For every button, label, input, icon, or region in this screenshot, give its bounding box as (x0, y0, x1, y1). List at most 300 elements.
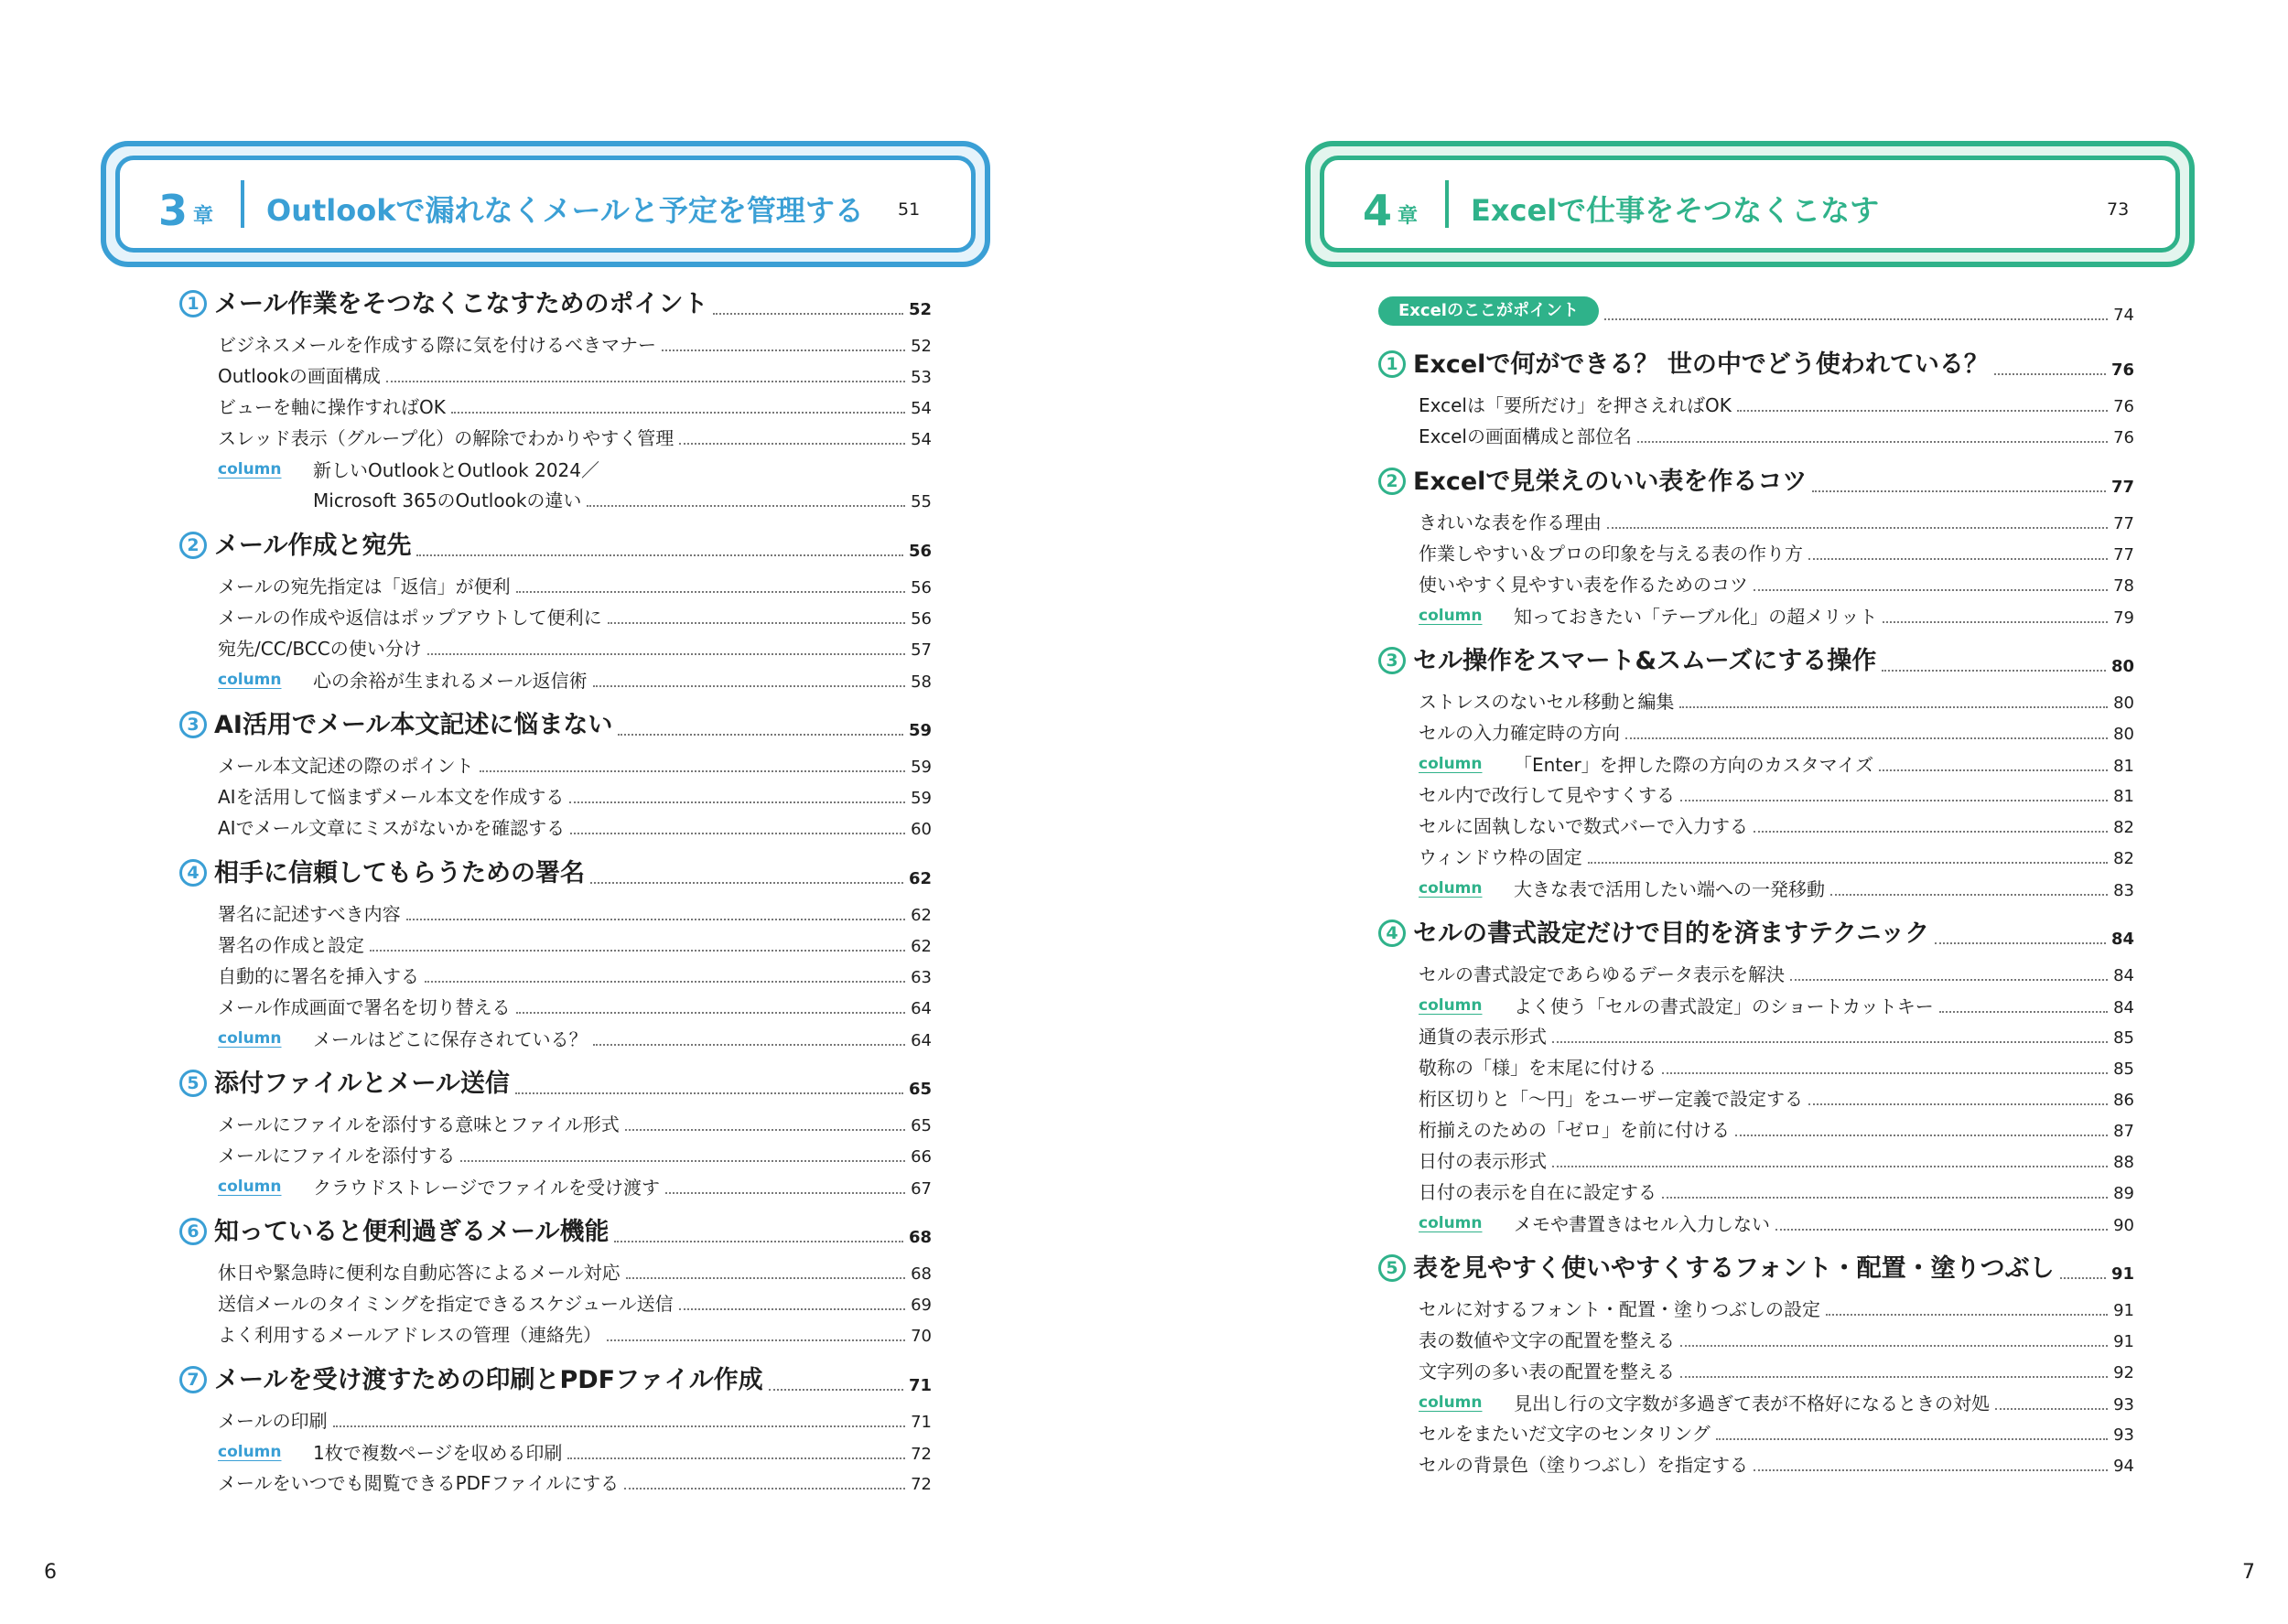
toc-text: ビューを軸に操作すればOK (218, 396, 446, 418)
toc-text: メールにファイルを添付する意味とファイル形式 (218, 1113, 620, 1135)
column-tag: column (1419, 607, 1483, 625)
toc-page-number: 55 (911, 492, 932, 511)
leader-dots (1995, 1408, 2108, 1410)
toc-item-row[interactable] (218, 933, 932, 957)
toc-text: セルの入力確定時の方向 (1419, 722, 1620, 744)
toc-text: メモや書置きはセル入力しない (1514, 1213, 1770, 1235)
toc-label (1419, 425, 1632, 448)
toc-item-row[interactable] (1419, 1328, 2134, 1352)
toc-label (218, 1409, 328, 1433)
toc-text: 署名の作成と設定 (218, 934, 364, 956)
toc-item-row[interactable] (1419, 1422, 2134, 1446)
toc-label (1419, 994, 1934, 1018)
toc-text: Excelで何ができる？ 世の中でどう使われている？ (1413, 350, 1989, 379)
toc-item-row[interactable] (218, 1144, 932, 1167)
toc-label (218, 1471, 619, 1495)
section-number-circle: 4 (179, 859, 207, 887)
toc-page-number: 62 (908, 869, 932, 888)
toc-item-row[interactable] (1419, 721, 2134, 745)
toc-item-row[interactable] (218, 364, 932, 388)
chapter-4-header (1305, 141, 2195, 267)
toc-item-row[interactable] (1419, 1025, 2134, 1049)
toc-text: 休日や緊急時に便利な自動応答によるメール対応 (218, 1262, 621, 1284)
toc-page-number: 74 (2113, 306, 2134, 325)
leader-dots (427, 653, 905, 655)
toc-label (218, 426, 674, 450)
page-folio-right: 7 (2242, 1561, 2255, 1584)
toc-column-row[interactable] (1419, 1391, 2134, 1415)
toc-page-number: 88 (2113, 1153, 2134, 1172)
toc-column-row[interactable] (218, 668, 932, 693)
leader-dots (1607, 527, 2108, 529)
toc-item-row[interactable] (1419, 690, 2134, 714)
toc-item-row[interactable] (1419, 1118, 2134, 1142)
toc-page-number: 84 (2113, 966, 2134, 985)
toc-section-row[interactable] (179, 1217, 932, 1248)
toc-page-number: 72 (911, 1475, 932, 1494)
column-tag: column (218, 1178, 282, 1196)
leader-dots (769, 1389, 903, 1391)
toc-label (218, 606, 602, 629)
toc-text: 自動的に署名を挿入する (218, 965, 419, 987)
leader-dots (662, 350, 905, 351)
leader-dots (370, 950, 905, 952)
toc-label (1419, 963, 1785, 986)
toc-text: 新しいOutlookとOutlook 2024／ (313, 459, 599, 481)
leader-dots (1679, 706, 2108, 708)
toc-text: 通貨の表示形式 (1419, 1026, 1547, 1048)
toc-page-number: 85 (2113, 1059, 2134, 1079)
section-number-circle: 2 (179, 532, 207, 559)
column-tag: column (1419, 996, 1483, 1015)
toc-column-row[interactable] (1419, 604, 2134, 629)
toc-page-number: 62 (911, 937, 932, 956)
toc-item-row[interactable] (1419, 845, 2134, 869)
toc-page-number: 62 (911, 906, 932, 925)
leader-dots (1754, 1469, 2108, 1471)
toc-item-row[interactable] (218, 333, 932, 357)
toc-page-number: 80 (2110, 657, 2134, 676)
leader-dots (515, 1092, 903, 1094)
toc-item-row[interactable] (218, 606, 932, 629)
toc-page-number: 56 (911, 578, 932, 597)
toc-label (218, 1261, 621, 1285)
toc-label (1419, 721, 1620, 745)
toc-item-row[interactable] (1419, 1056, 2134, 1080)
toc-text: 使いやすく見やすい表を作るためのコツ (1419, 574, 1748, 596)
toc-text: 署名に記述すべき内容 (218, 903, 401, 925)
toc-item-row[interactable] (218, 995, 932, 1019)
column-tag: column (1419, 879, 1483, 898)
toc-text: 敬称の「様」を末尾に付ける (1419, 1057, 1657, 1079)
toc-page-number: 81 (2113, 757, 2134, 776)
toc-text: 添付ファイルとメール送信 (214, 1070, 510, 1098)
toc-item-row[interactable] (1419, 963, 2134, 986)
toc-page-number: 82 (2113, 849, 2134, 868)
toc-page-number: 79 (2113, 608, 2134, 628)
leader-dots (1552, 1041, 2108, 1043)
leader-dots (451, 412, 905, 414)
toc-label (1419, 604, 1877, 629)
toc-text: メールの印刷 (218, 1410, 328, 1432)
toc-page-number: 60 (911, 820, 932, 839)
toc-item-row[interactable] (313, 489, 932, 512)
toc-item-row[interactable] (218, 754, 932, 778)
toc-page-number: 54 (911, 399, 932, 418)
leader-dots (1754, 831, 2108, 833)
leader-dots (679, 443, 905, 445)
toc-page-number: 83 (2113, 881, 2134, 900)
toc-text: よく使う「セルの書式設定」のショートカットキー (1514, 995, 1934, 1017)
toc-page-number: 63 (911, 968, 932, 987)
toc-page-number: 65 (908, 1080, 932, 1099)
chapter-separator (1445, 180, 1449, 228)
toc-text: Microsoft 365のOutlookの違い (313, 489, 582, 511)
toc-label (218, 1144, 455, 1167)
toc-label (179, 531, 411, 562)
toc-page-number: 82 (2113, 818, 2134, 837)
leader-dots (516, 1012, 905, 1014)
leader-dots (1882, 670, 2106, 672)
right-page (1144, 0, 2288, 1624)
leader-dots (1808, 558, 2108, 560)
toc-page-number: 80 (2113, 725, 2134, 744)
column-tag: column (218, 671, 282, 689)
toc-label (179, 858, 585, 889)
toc-label (1419, 877, 1825, 901)
toc-page-number: 91 (2110, 1264, 2134, 1284)
leader-dots (386, 381, 905, 382)
toc-page-number: 59 (911, 758, 932, 777)
toc-text: 日付の表示を自在に設定する (1419, 1181, 1657, 1203)
leader-dots (713, 313, 902, 315)
toc-item-row[interactable] (1419, 573, 2134, 597)
leader-dots (460, 1160, 905, 1162)
toc-item-row[interactable] (218, 785, 932, 809)
toc-section-row[interactable] (1378, 646, 2134, 677)
toc-text: メール本文記述の際のポイント (218, 755, 474, 777)
toc-text: メールはどこに保存されている？ (313, 1028, 588, 1050)
toc-label (218, 902, 401, 926)
leader-dots (570, 833, 905, 834)
toc-label (218, 1292, 674, 1316)
section-number-circle: 1 (179, 290, 207, 317)
toc-label (1419, 1453, 1748, 1477)
leader-dots (1680, 1345, 2108, 1347)
leader-dots (1812, 490, 2106, 492)
chapter-4-header-inner (1320, 156, 2180, 253)
toc-page-number: 68 (908, 1228, 932, 1247)
toc-page-number: 65 (911, 1116, 932, 1135)
toc-text: メール作成画面で署名を切り替える (218, 996, 511, 1018)
leader-dots (590, 882, 903, 884)
section-number-circle: 3 (179, 711, 207, 738)
toc-label (1419, 752, 1873, 777)
toc-label (1419, 1056, 1657, 1080)
toc-text: メールの作成や返信はポップアウトして便利に (218, 607, 602, 629)
chapter-separator (241, 180, 244, 228)
toc-section-row[interactable] (179, 1365, 932, 1396)
toc-label (218, 395, 446, 419)
leader-dots (625, 1129, 905, 1131)
toc-column-row[interactable] (218, 1175, 932, 1199)
toc-text: AIを活用して悩まずメール本文を作成する (218, 786, 565, 808)
chapter-page-number: 51 (898, 199, 921, 220)
toc-page-number: 87 (2113, 1122, 2134, 1141)
toc-label (218, 457, 599, 482)
leader-dots (1830, 894, 2108, 896)
toc-label (1419, 1391, 1990, 1415)
chapter-title: Excelで仕事をそつなくこなす (1471, 193, 1880, 228)
toc-text: 表の数値や文字の配置を整える (1419, 1329, 1675, 1351)
toc-label (1419, 814, 1748, 838)
toc-text: 日付の表示形式 (1419, 1150, 1547, 1172)
toc-text: AIでメール文章にミスがないかを確認する (218, 817, 566, 839)
toc-item-row[interactable] (218, 964, 932, 988)
toc-label (179, 710, 612, 741)
section-number-circle: 7 (179, 1366, 207, 1393)
toc-label (218, 333, 656, 357)
toc-label (1378, 467, 1807, 498)
toc-page-number: 85 (2113, 1028, 2134, 1048)
toc-point-row[interactable] (1378, 296, 2134, 326)
toc-label (1419, 393, 1732, 417)
toc-column-row[interactable] (1419, 877, 2134, 901)
leader-dots (333, 1425, 905, 1427)
toc-page-number: 56 (908, 542, 932, 561)
leader-dots (1883, 621, 2108, 623)
leader-dots (614, 1241, 902, 1242)
leader-dots (1826, 1314, 2108, 1316)
toc-item-row[interactable] (1419, 1087, 2134, 1111)
toc-item-row[interactable] (1419, 511, 2134, 534)
toc-label (218, 785, 564, 809)
toc-page-number: 54 (911, 430, 932, 449)
toc-text: 知っておきたい「テーブル化」の超メリット (1514, 606, 1878, 628)
section-number-circle: 4 (1378, 920, 1406, 947)
toc-column-row[interactable] (1419, 752, 2134, 777)
toc-page-number: 94 (2113, 1457, 2134, 1476)
leader-dots (624, 1488, 905, 1490)
leader-dots (1662, 1197, 2108, 1199)
leader-dots (679, 1308, 905, 1310)
toc-label (218, 816, 565, 840)
toc-label (218, 668, 588, 693)
toc-column-row[interactable] (218, 457, 932, 482)
toc-page-number: 71 (908, 1376, 932, 1395)
toc-text: ビジネスメールを作成する際に気を付けるべきマナー (218, 334, 656, 356)
toc-section-row[interactable] (179, 1069, 932, 1100)
toc-item-row[interactable] (218, 1261, 932, 1285)
toc-text: メールをいつでも閲覧できるPDFファイルにする (218, 1472, 620, 1494)
toc-label (1419, 1087, 1803, 1111)
toc-section-row[interactable] (1378, 467, 2134, 498)
toc-label (1419, 1328, 1675, 1352)
toc-item-row[interactable] (218, 426, 932, 450)
toc-page-number: 76 (2110, 360, 2134, 380)
leader-dots (569, 801, 905, 803)
toc-page-number: 57 (911, 640, 932, 660)
chapter-label: 章 (193, 205, 214, 228)
toc-page-number: 91 (2113, 1332, 2134, 1351)
toc-text: メールの宛先指定は「返信」が便利 (218, 575, 511, 597)
toc-page-number: 76 (2113, 428, 2134, 447)
toc-section-row[interactable] (179, 710, 932, 741)
toc-page-number: 70 (911, 1327, 932, 1346)
toc-item-row[interactable] (218, 575, 932, 598)
leader-dots (607, 1339, 905, 1341)
toc-text: 心の余裕が生まれるメール返信術 (313, 670, 588, 692)
toc-item-row[interactable] (218, 1113, 932, 1136)
leader-dots (516, 591, 905, 593)
toc-page-number: 64 (911, 1031, 932, 1050)
toc-page-number: 71 (911, 1413, 932, 1432)
toc-item-row[interactable] (218, 902, 932, 926)
toc-label (179, 1217, 609, 1248)
toc-label (1378, 919, 1929, 950)
toc-text: セルの書式設定だけで目的を済ますテクニック (1413, 920, 1930, 948)
column-tag: column (218, 1443, 282, 1461)
toc-section-row[interactable] (179, 289, 932, 320)
chapter-title: Outlookで漏れなくメールと予定を管理する (266, 193, 864, 228)
toc-item-row[interactable] (1419, 1360, 2134, 1383)
toc-label (1378, 296, 1599, 326)
toc-label (218, 933, 364, 957)
toc-text: セルに固執しないで数式バーで入力する (1419, 815, 1748, 837)
leader-dots (665, 1192, 905, 1194)
toc-label (218, 1113, 620, 1136)
toc-item-row[interactable] (1419, 814, 2134, 838)
toc-page-number: 80 (2113, 694, 2134, 713)
leader-dots (1662, 1072, 2108, 1074)
toc-page-number: 81 (2113, 787, 2134, 806)
leader-dots (587, 505, 905, 507)
chapter-number-value: 3 (158, 186, 189, 235)
toc-page-number: 69 (911, 1296, 932, 1315)
chapter-number (1363, 188, 1418, 240)
toc-text: ウィンドウ枠の固定 (1419, 846, 1582, 868)
toc-item-row[interactable] (218, 395, 932, 419)
chapter-number-value: 4 (1363, 186, 1393, 235)
toc-text: きれいな表を作る理由 (1419, 511, 1602, 533)
toc-label (179, 1069, 510, 1100)
toc-section-row[interactable] (179, 531, 932, 562)
toc-text: 大きな表で活用したい端への一発移動 (1514, 878, 1825, 900)
toc-page-number: 68 (911, 1264, 932, 1284)
toc-label (218, 575, 511, 598)
toc-item-row[interactable] (1419, 425, 2134, 448)
toc-text: メールにファイルを添付する (218, 1145, 456, 1167)
toc-item-row[interactable] (218, 637, 932, 661)
toc-text: Outlookの画面構成 (218, 365, 381, 387)
leader-dots (1588, 862, 2108, 864)
toc-text: 「Enter」を押した際の方向のカスタマイズ (1514, 754, 1874, 776)
toc-item-row[interactable] (218, 1323, 932, 1347)
toc-item-row[interactable] (1419, 1149, 2134, 1173)
toc-page-number: 84 (2110, 930, 2134, 949)
page-folio-left: 6 (44, 1561, 57, 1584)
toc-text: 1枚で複数ページを収める印刷 (313, 1442, 563, 1464)
toc-label (1419, 1149, 1547, 1173)
point-badge: Excelのここがポイント (1378, 296, 1599, 326)
toc-column-row[interactable] (1419, 1211, 2134, 1236)
leader-dots (1680, 800, 2108, 801)
leader-dots (567, 1457, 905, 1459)
toc-text: ストレスのないセル移動と編集 (1419, 691, 1675, 713)
toc-page-number: 67 (911, 1179, 932, 1199)
toc-page-number: 76 (2113, 397, 2134, 416)
leader-dots (593, 685, 905, 687)
toc-label (179, 1365, 763, 1396)
leader-dots (1808, 1103, 2108, 1105)
chapter-label: 章 (1398, 205, 1419, 228)
leader-dots (1637, 441, 2108, 443)
toc-text: 宛先/CC/BCCの使い分け (218, 638, 422, 660)
toc-text: セルの書式設定であらゆるデータ表示を解決 (1419, 963, 1785, 985)
leader-dots (618, 734, 903, 736)
chapter-3-header-inner (115, 156, 976, 253)
toc-page-number: 77 (2113, 514, 2134, 533)
toc-page-number: 53 (911, 368, 932, 387)
toc-page-number: 93 (2113, 1425, 2134, 1445)
toc-item-row[interactable] (218, 1292, 932, 1316)
toc-label (1378, 350, 1989, 381)
toc-section-row[interactable] (1378, 350, 2134, 381)
leader-dots (608, 622, 905, 624)
toc-column-row[interactable] (218, 1440, 932, 1465)
column-tag: column (1419, 1393, 1483, 1412)
toc-label (179, 289, 707, 320)
toc-item-row[interactable] (1419, 393, 2134, 417)
toc-label (218, 364, 381, 388)
toc-text: 作業しやすい＆プロの印象を与える表の作り方 (1419, 543, 1803, 565)
toc-item-row[interactable] (218, 1409, 932, 1433)
toc-item-row[interactable] (1419, 1453, 2134, 1477)
toc-section-row[interactable] (1378, 1253, 2134, 1285)
toc-column-row[interactable] (218, 1027, 932, 1051)
toc-label (313, 489, 581, 512)
leader-dots (1604, 318, 2108, 320)
chapter-page-number: 73 (2107, 199, 2130, 220)
toc-item-row[interactable] (218, 1471, 932, 1495)
column-tag: column (1419, 755, 1483, 773)
toc-section-row[interactable] (1378, 919, 2134, 950)
toc-page-number: 59 (908, 721, 932, 740)
toc-item-row[interactable] (1419, 1297, 2134, 1321)
toc-item-row[interactable] (1419, 783, 2134, 807)
column-tag: column (218, 1029, 282, 1048)
leader-dots (406, 919, 905, 920)
toc-label (1419, 1180, 1657, 1204)
toc-text: よく利用するメールアドレスの管理（連絡先） (218, 1324, 601, 1346)
toc-label (1419, 1360, 1675, 1383)
leader-dots (1625, 737, 2108, 739)
column-tag: column (218, 460, 282, 479)
toc-text: セルに対するフォント・配置・塗りつぶしの設定 (1419, 1298, 1820, 1320)
toc-item-row[interactable] (1419, 542, 2134, 565)
toc-label (1419, 511, 1602, 534)
toc-item-row[interactable] (218, 816, 932, 840)
toc-item-row[interactable] (1419, 1180, 2134, 1204)
toc-column-row[interactable] (1419, 994, 2134, 1018)
toc-text: 相手に信頼してもらうための署名 (214, 859, 585, 887)
column-tag: column (1419, 1214, 1483, 1232)
toc-text: セルをまたいだ文字のセンタリング (1419, 1423, 1711, 1445)
toc-label (1378, 646, 1876, 677)
toc-page-number: 90 (2113, 1216, 2134, 1235)
toc-text: Excelで見栄えのいい表を作るコツ (1413, 468, 1808, 496)
toc-section-row[interactable] (179, 858, 932, 889)
